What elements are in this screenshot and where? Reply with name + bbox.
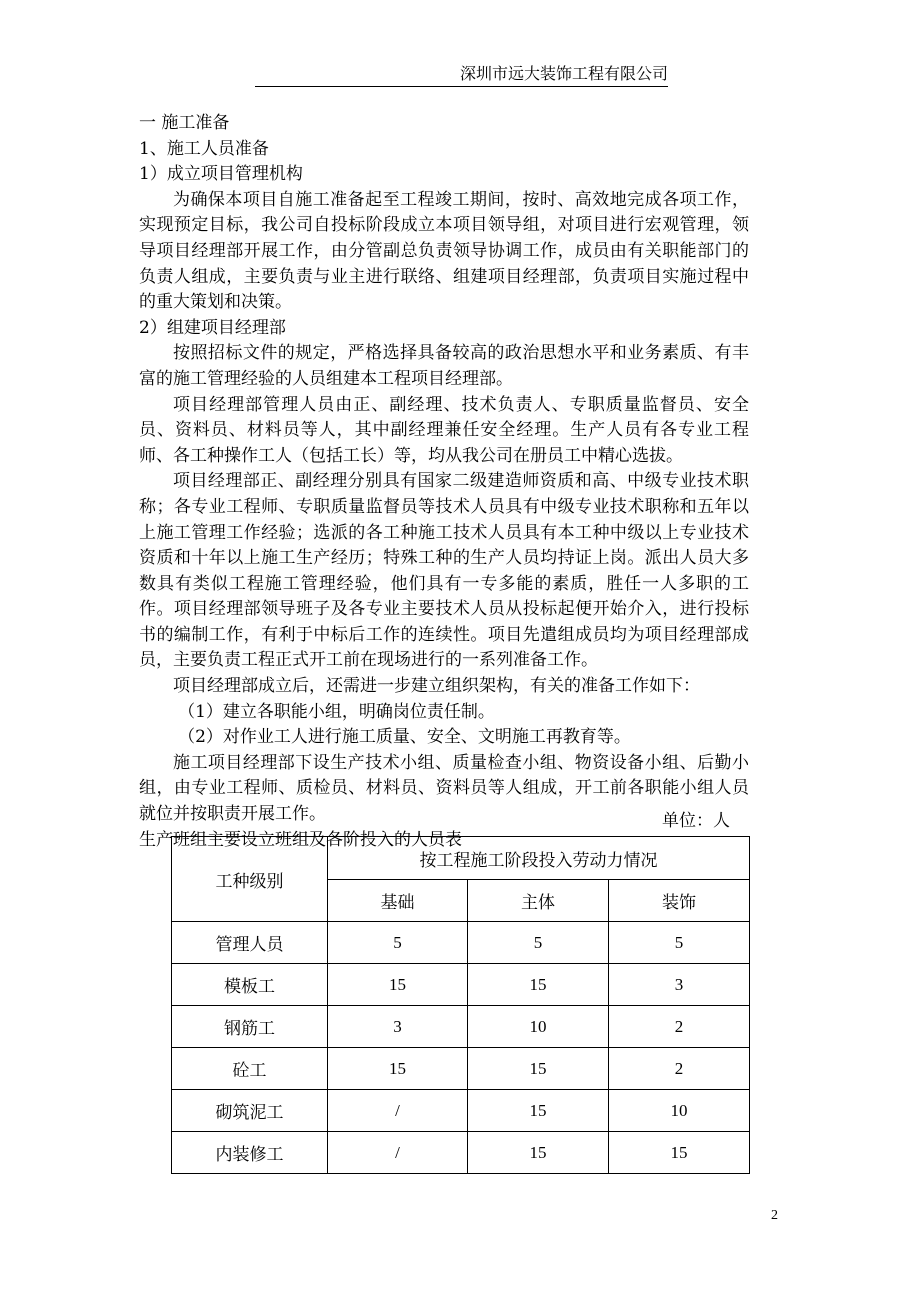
sub-subsection-heading: 2）组建项目经理部 <box>139 317 286 338</box>
table-header-group: 按工程施工阶段投入劳动力情况 <box>328 837 750 880</box>
table-header-stage: 装饰 <box>609 880 750 922</box>
table-row <box>172 1090 750 1132</box>
table-cell: / <box>328 1132 468 1174</box>
table-cell-trade: 钢筋工 <box>172 1006 328 1048</box>
table-cell: 10 <box>609 1090 750 1132</box>
table-cell: 5 <box>328 922 468 964</box>
sub-subsection-heading: 1）成立项目管理机构 <box>139 164 303 185</box>
table-row <box>172 964 750 1006</box>
table-header-stage: 基础 <box>328 880 468 922</box>
list-item: （1）建立各职能小组，明确岗位责任制。 <box>178 701 495 722</box>
page-header-company: 深圳市远大装饰工程有限公司 <box>255 64 668 87</box>
table-cell: 5 <box>468 922 609 964</box>
section-heading: 一 施工准备 <box>139 113 230 133</box>
table-row <box>172 1132 750 1174</box>
paragraph: 施工项目经理部下设生产技术小组、质量检查小组、物资设备小组、后勤小组，由专业工程师、质检员、材料员、资料员等人组成，开工前各职能小组人员就位并按职责开展工作。 <box>139 752 749 825</box>
paragraph: 按照招标文件的规定，严格选择具备较高的政治思想水平和业务素质、有丰富的施工管理经验的人员组建本工程项目经理部。 <box>139 343 749 389</box>
table-header-stage: 主体 <box>468 880 609 922</box>
table-cell: 2 <box>609 1048 750 1090</box>
paragraph: 为确保本项目自施工准备起至工程竣工期间，按时、高效地完成各项工作，实现预定目标，我公司自投标阶段成立本项目领导组，对项目进行宏观管理，领导项目经理部开展工作，由分管副总负责领导协调工作，成员由有关职能部门的负责人组成，主要负责与业主进行联络、组建项目经理部，负责项目实施过程中的重大策划和决策。 <box>139 189 749 313</box>
staffing-table <box>171 836 750 1174</box>
table-cell: 3 <box>328 1006 468 1048</box>
table-cell: 15 <box>468 1132 609 1174</box>
table-cell-trade: 内装修工 <box>172 1132 328 1174</box>
document-body <box>139 111 749 853</box>
table-cell-trade: 砼工 <box>172 1048 328 1090</box>
table-cell: 15 <box>609 1132 750 1174</box>
table-row <box>172 922 750 964</box>
paragraph: 项目经理部正、副经理分别具有国家二级建造师资质和高、中级专业技术职称；各专业工程师、专职质量监督员等技术人员具有中级专业技术职称和五年以上施工管理工作经验；选派的各工种施工技术人员具有本工种中级以上专业技术资质和十年以上施工生产经历；特殊工种的生产人员均持证上岗。派出人员大多数具有类似工程施工管理经验，他们具有一专多能的素质，胜任一人多职的工作。项目经理部领导班子及各专业主要技术人员从投标起便开始介入，进行投标书的编制工作，有利于中标后工作的连续性。项目先遣组成员均为项目经理部成员，主要负责工程正式开工前在现场进行的一系列准备工作。 <box>139 471 749 671</box>
table-cell-trade: 模板工 <box>172 964 328 1006</box>
table-cell: 15 <box>468 1090 609 1132</box>
table-cell: 2 <box>609 1006 750 1048</box>
table-cell: 15 <box>328 964 468 1006</box>
table-cell-trade: 砌筑泥工 <box>172 1090 328 1132</box>
paragraph: 项目经理部管理人员由正、副经理、技术负责人、专职质量监督员、安全员、资料员、材料员等人，其中副经理兼任安全经理。生产人员有各专业工程师、各工种操作工人（包括工长）等，均从我公司在册员工中精心选拔。 <box>139 394 749 466</box>
subsection-heading: 1、施工人员准备 <box>139 138 269 159</box>
table-cell: 3 <box>609 964 750 1006</box>
table-caption: 生产班组主要设立班组及各阶投入的人员表 <box>139 829 462 850</box>
list-item: （2）对作业工人进行施工质量、安全、文明施工再教育等。 <box>178 727 631 748</box>
table-cell: 10 <box>468 1006 609 1048</box>
table-cell: 5 <box>609 922 750 964</box>
table-row <box>172 1048 750 1090</box>
table-unit-label: 单位：人 <box>662 811 730 831</box>
table-cell-trade: 管理人员 <box>172 922 328 964</box>
page-number: 2 <box>771 1208 778 1223</box>
paragraph: 项目经理部成立后，还需进一步建立组织架构，有关的准备工作如下： <box>173 676 700 697</box>
table-row <box>172 1006 750 1048</box>
table-cell: 15 <box>468 1048 609 1090</box>
table-cell: 15 <box>328 1048 468 1090</box>
table-cell: 15 <box>468 964 609 1006</box>
table-cell: / <box>328 1090 468 1132</box>
table-header-trade: 工种级别 <box>172 837 328 922</box>
